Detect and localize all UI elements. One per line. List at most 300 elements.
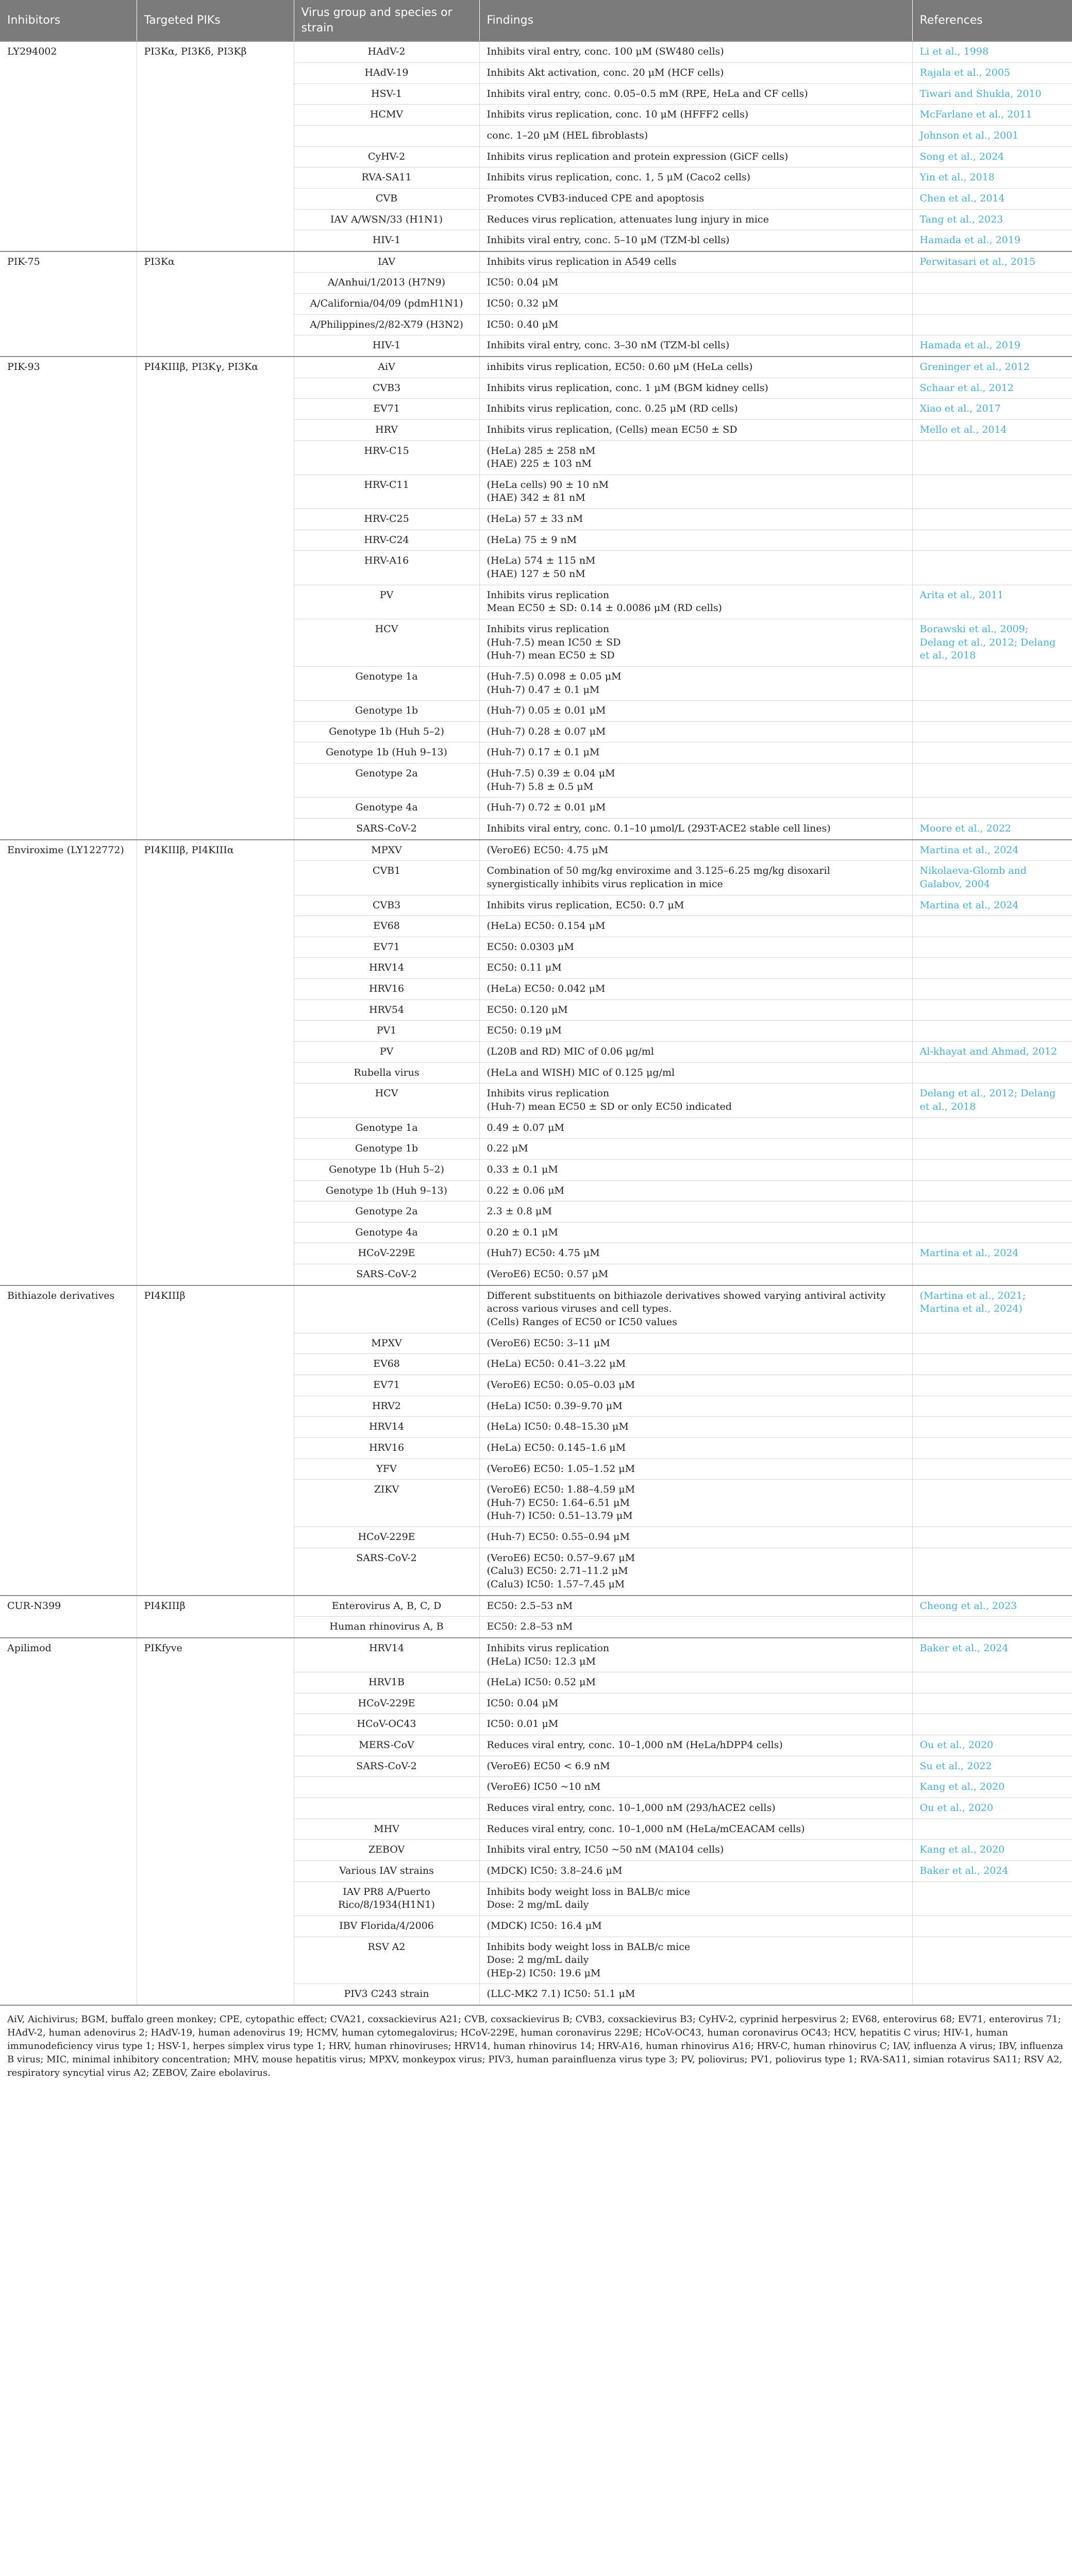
finding-line: (HeLa) EC50: 0.41–3.22 μM	[487, 1358, 626, 1370]
virus-strain: PIV3 C243 strain	[294, 1984, 479, 2005]
virus-strain: HCoV-229E	[294, 1243, 479, 1264]
finding-line: IC50: 0.32 μM	[487, 298, 559, 310]
finding-line: IC50: 0.40 μM	[487, 318, 559, 330]
reference-link[interactable]	[912, 1021, 1072, 1042]
virus-strain: Genotype 4a	[294, 798, 479, 819]
reference-link[interactable]	[912, 530, 1072, 551]
finding-line: (HeLa) 75 ± 9 nM	[487, 534, 577, 546]
virus-strain: IAV A/WSN/33 (H1N1)	[294, 209, 479, 230]
reference-link[interactable]	[912, 1180, 1072, 1201]
finding-line: Inhibits Akt activation, conc. 20 μM (HCF cells)	[487, 67, 724, 79]
finding-line: IC50: 0.04 μM	[487, 277, 559, 289]
reference-link[interactable]: Hamada et al., 2019	[912, 335, 1072, 357]
findings-cell	[479, 895, 912, 916]
reference-link[interactable]	[912, 314, 1072, 335]
finding-line: (VeroE6) EC50: 0.57 μM	[487, 1268, 609, 1280]
finding-line: Inhibits virus replication, conc. 1, 5 μM (Caco2 cells)	[487, 172, 751, 183]
findings-cell	[479, 1201, 912, 1223]
virus-strain: Genotype 4a	[294, 1222, 479, 1243]
findings-cell	[479, 378, 912, 399]
findings-cell	[479, 251, 912, 273]
reference-link[interactable]	[912, 440, 1072, 474]
finding-line: Inhibits virus replication, (Cells) mean EC50 ± SD	[487, 423, 738, 435]
finding-line: inhibits virus replication, EC50: 0.60 μM (HeLa cells)	[487, 361, 753, 372]
finding-line: EC50: 0.120 μM	[487, 1004, 568, 1015]
finding-line: (VeroE6) EC50 < 6.9 nM	[487, 1760, 610, 1772]
reference-link[interactable]	[912, 1062, 1072, 1083]
virus-strain: ZIKV	[294, 1480, 479, 1527]
table-body	[0, 41, 1072, 2005]
finding-line: 0.22 μM	[487, 1143, 528, 1155]
findings-cell	[479, 1264, 912, 1285]
targeted-piks: PI3Kα, PI3Kδ, PI3Kβ	[137, 41, 294, 251]
reference-link[interactable]	[912, 1984, 1072, 2005]
virus-strain: Genotype 1a	[294, 1117, 479, 1139]
reference-link[interactable]: Martina et al., 2024	[912, 840, 1072, 861]
finding-line: (Calu3) EC50: 2.71–11.2 μM	[487, 1565, 628, 1577]
findings-cell	[479, 1916, 912, 1937]
findings-cell	[479, 1937, 912, 1984]
table-header	[0, 0, 1072, 41]
reference-link[interactable]: Nikolaeva-Glomb and Galabov, 2004	[912, 861, 1072, 895]
findings-cell	[479, 1860, 912, 1882]
virus-strain: HRV-C24	[294, 530, 479, 551]
virus-strain: EV68	[294, 1354, 479, 1375]
finding-line: Inhibits viral entry, conc. 0.05–0.5 mM (RPE, HeLa and CF cells)	[487, 88, 808, 99]
finding-line: Reduces viral entry, conc. 10–1,000 nM (293/hACE2 cells)	[487, 1802, 776, 1814]
virus-strain: IAV PR8 A/Puerto Rico/8/1934(H1N1)	[294, 1882, 479, 1916]
finding-line: (Huh-7) 0.05 ± 0.01 μM	[487, 705, 606, 717]
finding-line: (Huh-7) EC50: 0.55–0.94 μM	[487, 1531, 630, 1543]
virus-strain: SARS-CoV-2	[294, 1548, 479, 1595]
virus-strain: HRV-C15	[294, 440, 479, 474]
virus-strain: A/California/04/09 (pdmH1N1)	[294, 294, 479, 315]
reference-link[interactable]: Song et al., 2024	[912, 146, 1072, 167]
reference-link[interactable]: (Martina et al., 2021; Martina et al., 2024)	[912, 1285, 1072, 1333]
virus-strain: HCV	[294, 1083, 479, 1117]
finding-line: (Huh7) EC50: 4.75 μM	[487, 1247, 600, 1259]
finding-line: (Huh-7.5) mean IC50 ± SD	[487, 636, 621, 648]
virus-strain: MERS-CoV	[294, 1735, 479, 1756]
finding-line: 0.49 ± 0.07 μM	[487, 1122, 564, 1133]
reference-link[interactable]: Schaar et al., 2012	[912, 378, 1072, 399]
reference-link[interactable]	[912, 999, 1072, 1021]
inhibitor-name: PIK-75	[0, 251, 137, 357]
findings-cell	[479, 1798, 912, 1819]
virus-strain: YFV	[294, 1459, 479, 1480]
reference-link[interactable]	[912, 798, 1072, 819]
virus-strain: Genotype 2a	[294, 764, 479, 798]
findings-cell	[479, 314, 912, 335]
finding-line: (Calu3) IC50: 1.57–7.45 μM	[487, 1578, 625, 1590]
virus-strain: HRV-C11	[294, 474, 479, 509]
virus-strain: HRV1B	[294, 1672, 479, 1693]
findings-cell	[479, 509, 912, 530]
findings-cell	[479, 1417, 912, 1438]
finding-line: (Huh-7.5) 0.39 ± 0.04 μM	[487, 768, 615, 779]
finding-line: IC50: 0.01 μM	[487, 1718, 559, 1730]
reference-link[interactable]: Ou et al., 2020	[912, 1798, 1072, 1819]
findings-cell	[479, 1693, 912, 1714]
reference-link[interactable]	[912, 916, 1072, 937]
findings-cell	[479, 530, 912, 551]
inhibitor-name: LY294002	[0, 41, 137, 251]
finding-line: Inhibits viral entry, conc. 100 μM (SW480 cells)	[487, 46, 724, 58]
findings-cell	[479, 958, 912, 979]
reference-link[interactable]	[912, 273, 1072, 294]
header-targeted-piks: Targeted PIKs	[137, 0, 294, 41]
findings-cell	[479, 440, 912, 474]
reference-link[interactable]	[912, 1354, 1072, 1375]
virus-strain: HRV-A16	[294, 551, 479, 585]
targeted-piks: PI4KIIIβ, PI3Kγ, PI3Kα	[137, 357, 294, 840]
reference-link[interactable]: Al-khayat and Ahmad, 2012	[912, 1042, 1072, 1063]
findings-cell	[479, 474, 912, 509]
header-findings: Findings	[479, 0, 912, 41]
table-row	[0, 1638, 1072, 1672]
findings-cell	[479, 819, 912, 840]
virus-strain: EV71	[294, 937, 479, 958]
finding-line: (Huh-7) 0.28 ± 0.07 μM	[487, 725, 606, 737]
virus-strain	[294, 1777, 479, 1798]
reference-link[interactable]: Greninger et al., 2012	[912, 357, 1072, 378]
findings-cell	[479, 230, 912, 251]
virus-strain: HIV-1	[294, 230, 479, 251]
finding-line: (MDCK) IC50: 16.4 μM	[487, 1920, 602, 1931]
finding-line: (HAE) 127 ± 50 nM	[487, 568, 585, 580]
finding-line: conc. 1–20 μM (HEL fibroblasts)	[487, 129, 648, 141]
reference-link[interactable]	[912, 1333, 1072, 1354]
findings-cell	[479, 1021, 912, 1042]
virus-strain: PV	[294, 585, 479, 619]
virus-strain: HRV54	[294, 999, 479, 1021]
table-row	[0, 1596, 1072, 1617]
virus-strain: HRV2	[294, 1396, 479, 1417]
virus-strain: SARS-CoV-2	[294, 819, 479, 840]
findings-cell	[479, 1396, 912, 1417]
targeted-piks: PIKfyve	[137, 1638, 294, 2005]
findings-cell	[479, 273, 912, 294]
finding-line: (Huh-7) 5.8 ± 0.5 μM	[487, 781, 594, 792]
reference-link[interactable]: Perwitasari et al., 2015	[912, 251, 1072, 273]
finding-line: 0.33 ± 0.1 μM	[487, 1163, 558, 1175]
abbreviations-footnote: AiV, Aichivirus; BGM, buffalo green monkey; CPE, cytopathic effect; CVA21, coxsackievirus A21; CVB, coxsackievirus B; CVB3, coxsackievirus B3; CyHV-2, cyprinid herpesvirus 2; EV68, enterovirus 68; EV71, enterovirus 71; HAdV-2, human adenovirus 2; HAdV-19, human adenovirus 19; HCMV, human cytomegalovirus; HCoV-229E, human coronavirus 229E; HCoV-OC43, human coronavirus OC43; HCV, hepatitis C virus; HIV-1, human immunodeficiency virus type 1; HSV-1, herpes simplex virus type 1; HRV, human rhinoviruses; HRV14, human rhinovirus 14; HRV-A16, human rhinovirus A16; HRV-C, human rhinovirus C; IAV, influenza A virus; IBV, influenza B virus; MIC, minimal inhibitory concentration; MHV, mouse hepatitis virus; MPXV, monkeypox virus; PIV3, human parainfluenza virus type 3; PV, poliovirus; PV1, poliovirus type 1; RVA-SA11, simian rotavirus SA11; RSV A2, respiratory syncytial virus A2; ZEBOV, Zaire ebolavirus.	[0, 2005, 1072, 2085]
reference-link[interactable]: Johnson et al., 2001	[912, 125, 1072, 146]
table-row	[0, 251, 1072, 273]
virus-strain: HCoV-229E	[294, 1527, 479, 1548]
finding-line: (VeroE6) EC50: 4.75 μM	[487, 844, 609, 856]
finding-line: (HeLa) IC50: 12.3 μM	[487, 1655, 596, 1667]
reference-link[interactable]: Mello et al., 2014	[912, 419, 1072, 440]
finding-line: Reduces viral entry, conc. 10–1,000 nM (HeLa/hDPP4 cells)	[487, 1739, 783, 1751]
finding-line: (HeLa) EC50: 0.145–1.6 μM	[487, 1442, 626, 1453]
findings-cell	[479, 1480, 912, 1527]
findings-cell	[479, 399, 912, 420]
reference-link[interactable]	[912, 1937, 1072, 1984]
virus-strain: PV	[294, 1042, 479, 1063]
reference-link[interactable]	[912, 1819, 1072, 1840]
reference-link[interactable]	[912, 1548, 1072, 1595]
reference-link[interactable]: Kang et al., 2020	[912, 1777, 1072, 1798]
findings-cell	[479, 1527, 912, 1548]
findings-cell	[479, 1735, 912, 1756]
reference-link[interactable]	[912, 958, 1072, 979]
table-row	[0, 1285, 1072, 1333]
reference-link[interactable]	[912, 1916, 1072, 1937]
finding-line: (VeroE6) EC50: 0.57–9.67 μM	[487, 1552, 635, 1564]
finding-line: (VeroE6) EC50: 1.05–1.52 μM	[487, 1463, 635, 1475]
finding-line: (Huh-7) IC50: 0.51–13.79 μM	[487, 1510, 633, 1522]
finding-line: (HeLa) IC50: 0.48–15.30 μM	[487, 1421, 629, 1433]
reference-link[interactable]: Tang et al., 2023	[912, 209, 1072, 230]
reference-link[interactable]: Yin et al., 2018	[912, 167, 1072, 189]
finding-line: (HeLa) 57 ± 33 nM	[487, 513, 583, 525]
finding-line: Inhibits body weight loss in BALB/c mice	[487, 1941, 691, 1953]
table-row	[0, 357, 1072, 378]
virus-strain: HCV	[294, 619, 479, 666]
finding-line: (Huh-7) 0.72 ± 0.01 μM	[487, 802, 606, 814]
findings-cell	[479, 63, 912, 84]
reference-link[interactable]	[912, 1139, 1072, 1160]
reference-link[interactable]: Xiao et al., 2017	[912, 399, 1072, 420]
reference-link[interactable]: Ou et al., 2020	[912, 1735, 1072, 1756]
reference-link[interactable]	[912, 1396, 1072, 1417]
finding-line: EC50: 0.11 μM	[487, 962, 562, 974]
findings-cell	[479, 1333, 912, 1354]
reference-link[interactable]	[912, 721, 1072, 742]
findings-cell	[479, 1714, 912, 1735]
findings-cell	[479, 1437, 912, 1459]
reference-link[interactable]	[912, 1672, 1072, 1693]
virus-strain	[294, 125, 479, 146]
virus-strain: HRV16	[294, 1437, 479, 1459]
virus-strain: MHV	[294, 1819, 479, 1840]
finding-line: (L20B and RD) MIC of 0.06 μg/ml	[487, 1046, 654, 1058]
finding-line: Inhibits virus replication	[487, 589, 610, 601]
finding-line: Inhibits virus replication	[487, 623, 610, 635]
findings-cell	[479, 937, 912, 958]
finding-line: Inhibits virus replication, conc. 10 μM (HFFF2 cells)	[487, 109, 749, 121]
reference-link[interactable]: Su et al., 2022	[912, 1756, 1072, 1777]
findings-cell	[479, 1180, 912, 1201]
virus-strain: Rubella virus	[294, 1062, 479, 1083]
finding-line: Mean EC50 ± SD: 0.14 ± 0.0086 μM (RD cells)	[487, 602, 722, 614]
findings-cell	[479, 721, 912, 742]
finding-line: EC50: 0.19 μM	[487, 1025, 562, 1037]
virus-strain: Genotype 1b	[294, 1139, 479, 1160]
finding-line: EC50: 2.5–53 nM	[487, 1600, 573, 1612]
findings-cell	[479, 1062, 912, 1083]
virus-strain: EV68	[294, 916, 479, 937]
reference-link[interactable]	[912, 1417, 1072, 1438]
finding-line: Inhibits viral entry, conc. 5–10 μM (TZM-bl cells)	[487, 234, 730, 246]
targeted-piks: PI3Kα	[137, 251, 294, 357]
reference-link[interactable]: Hamada et al., 2019	[912, 230, 1072, 251]
findings-cell	[479, 1596, 912, 1617]
virus-strain: A/Anhui/1/2013 (H7N9)	[294, 273, 479, 294]
finding-line: (MDCK) IC50: 3.8–24.6 μM	[487, 1865, 623, 1876]
finding-line: Inhibits virus replication in A549 cells	[487, 256, 677, 267]
finding-line: (HeLa) EC50: 0.042 μM	[487, 983, 606, 995]
reference-link[interactable]: Martina et al., 2024	[912, 1243, 1072, 1264]
reference-link[interactable]	[912, 1159, 1072, 1180]
inhibitor-name: PIK-93	[0, 357, 137, 840]
finding-line: Inhibits viral entry, IC50 ~50 nM (MA104 cells)	[487, 1844, 724, 1856]
findings-cell	[479, 1042, 912, 1063]
findings-cell	[479, 551, 912, 585]
virus-strain: HAdV-19	[294, 63, 479, 84]
reference-link[interactable]	[912, 1117, 1072, 1139]
reference-link[interactable]	[912, 1882, 1072, 1916]
virus-strain: IBV Florida/4/2006	[294, 1916, 479, 1937]
reference-link[interactable]	[912, 1375, 1072, 1396]
reference-link[interactable]: Baker et al., 2024	[912, 1638, 1072, 1672]
finding-line: Inhibits viral entry, conc. 3–30 nM (TZM-bl cells)	[487, 340, 730, 351]
inhibitor-name: Enviroxime (LY122772)	[0, 840, 137, 1285]
targeted-piks: PI4KIIIβ, PI4KIIIα	[137, 840, 294, 1285]
virus-strain: HRV14	[294, 1638, 479, 1672]
finding-line: (LLC-MK2 7.1) IC50: 51.1 μM	[487, 1988, 635, 2000]
findings-cell	[479, 1819, 912, 1840]
finding-line: (HEp-2) IC50: 19.6 μM	[487, 1967, 601, 1979]
finding-line: Inhibits body weight loss in BALB/c mice	[487, 1886, 691, 1897]
virus-strain: Human rhinovirus A, B	[294, 1617, 479, 1638]
findings-cell	[479, 357, 912, 378]
reference-link[interactable]	[912, 474, 1072, 509]
virus-strain: SARS-CoV-2	[294, 1264, 479, 1285]
reference-link[interactable]: Rajala et al., 2005	[912, 63, 1072, 84]
reference-link[interactable]	[912, 551, 1072, 585]
finding-line: Combination of 50 mg/kg enviroxime and 3.125–6.25 mg/kg disoxaril synergistically inhibits virus replication in mice	[487, 865, 830, 890]
reference-link[interactable]	[912, 701, 1072, 722]
findings-cell	[479, 1548, 912, 1595]
virus-strain: HCoV-OC43	[294, 1714, 479, 1735]
virus-strain: ZEBOV	[294, 1840, 479, 1861]
findings-cell	[479, 979, 912, 1000]
virus-strain: EV71	[294, 1375, 479, 1396]
virus-strain: CVB1	[294, 861, 479, 895]
reference-link[interactable]	[912, 1459, 1072, 1480]
table-row	[0, 41, 1072, 62]
reference-link[interactable]: McFarlane et al., 2011	[912, 105, 1072, 126]
reference-link[interactable]: Arita et al., 2011	[912, 585, 1072, 619]
reference-link[interactable]: Moore et al., 2022	[912, 819, 1072, 840]
findings-cell	[479, 146, 912, 167]
finding-line: Inhibits viral entry, conc. 0.1–10 μmol/L (293T-ACE2 stable cell lines)	[487, 823, 831, 834]
virus-strain: Genotype 1b	[294, 701, 479, 722]
finding-line: Inhibits virus replication and protein expression (GiCF cells)	[487, 150, 789, 162]
findings-cell	[479, 1840, 912, 1861]
findings-cell	[479, 742, 912, 764]
reference-link[interactable]	[912, 1527, 1072, 1548]
reference-link[interactable]: Delang et al., 2012; Delang et al., 2018	[912, 1083, 1072, 1117]
reference-link[interactable]: Li et al., 1998	[912, 41, 1072, 62]
virus-strain: A/Philippines/2/82-X79 (H3N2)	[294, 314, 479, 335]
virus-strain: HRV-C25	[294, 509, 479, 530]
findings-cell	[479, 209, 912, 230]
virus-strain: MPXV	[294, 840, 479, 861]
virus-strain: HRV14	[294, 958, 479, 979]
reference-link[interactable]	[912, 666, 1072, 700]
reference-link[interactable]	[912, 1617, 1072, 1638]
reference-link[interactable]	[912, 1480, 1072, 1527]
findings-cell	[479, 1354, 912, 1375]
header-references: References	[912, 0, 1072, 41]
findings-cell	[479, 167, 912, 189]
finding-line: (Huh-7) mean EC50 ± SD	[487, 650, 615, 662]
reference-link[interactable]	[912, 509, 1072, 530]
finding-line: (HeLa) 574 ± 115 nM	[487, 555, 596, 567]
reference-link[interactable]: Baker et al., 2024	[912, 1860, 1072, 1882]
finding-line: 0.20 ± 0.1 μM	[487, 1226, 558, 1238]
reference-link[interactable]	[912, 742, 1072, 764]
findings-cell	[479, 666, 912, 700]
virus-strain: Genotype 1b (Huh 9–13)	[294, 742, 479, 764]
findings-cell	[479, 1777, 912, 1798]
inhibitor-name: Apilimod	[0, 1638, 137, 2005]
reference-link[interactable]	[912, 979, 1072, 1000]
reference-link[interactable]	[912, 937, 1072, 958]
virus-strain: AiV	[294, 357, 479, 378]
finding-line: EC50: 2.8–53 nM	[487, 1621, 573, 1633]
finding-line: (Huh-7.5) 0.098 ± 0.05 μM	[487, 670, 622, 682]
findings-cell	[479, 105, 912, 126]
reference-link[interactable]: Tiwari and Shukla, 2010	[912, 83, 1072, 105]
findings-cell	[479, 1756, 912, 1777]
reference-link[interactable]: Borawski et al., 2009; Delang et al., 2012; Delang et al., 2018	[912, 619, 1072, 666]
virus-strain: CyHV-2	[294, 146, 479, 167]
reference-link[interactable]: Kang et al., 2020	[912, 1840, 1072, 1861]
reference-link[interactable]	[912, 1222, 1072, 1243]
virus-strain	[294, 1798, 479, 1819]
reference-link[interactable]: Chen et al., 2014	[912, 188, 1072, 209]
reference-link[interactable]: Martina et al., 2024	[912, 895, 1072, 916]
finding-line: 2.3 ± 0.8 μM	[487, 1206, 552, 1217]
finding-line: IC50: 0.04 μM	[487, 1697, 559, 1709]
findings-cell	[479, 1222, 912, 1243]
finding-line: (HAE) 225 ± 103 nM	[487, 458, 592, 470]
reference-link[interactable]	[912, 764, 1072, 798]
finding-line: (VeroE6) EC50: 0.05–0.03 μM	[487, 1379, 635, 1391]
reference-link[interactable]: Cheong et al., 2023	[912, 1596, 1072, 1617]
findings-cell	[479, 294, 912, 315]
findings-cell	[479, 125, 912, 146]
findings-cell	[479, 1638, 912, 1672]
virus-strain: IAV	[294, 251, 479, 273]
finding-line: EC50: 0.0303 μM	[487, 941, 574, 953]
reference-link[interactable]	[912, 1437, 1072, 1459]
findings-cell	[479, 764, 912, 798]
finding-line: (VeroE6) EC50: 3–11 μM	[487, 1337, 610, 1349]
reference-link[interactable]	[912, 1201, 1072, 1223]
reference-link[interactable]	[912, 294, 1072, 315]
reference-link[interactable]	[912, 1714, 1072, 1735]
findings-cell	[479, 1285, 912, 1333]
findings-cell	[479, 840, 912, 861]
findings-cell	[479, 41, 912, 62]
virus-strain: RSV A2	[294, 1937, 479, 1984]
reference-link[interactable]	[912, 1264, 1072, 1285]
findings-cell	[479, 1617, 912, 1638]
reference-link[interactable]	[912, 1693, 1072, 1714]
finding-line: Inhibits virus replication	[487, 1088, 610, 1099]
finding-line: (Huh-7) 0.47 ± 0.1 μM	[487, 684, 600, 696]
finding-line: (VeroE6) IC50 ~10 nM	[487, 1781, 601, 1793]
finding-line: (Cells) Ranges of EC50 or IC50 values	[487, 1316, 677, 1328]
header-virus: Virus group and species or strain	[294, 0, 479, 41]
findings-cell	[479, 585, 912, 619]
findings-cell	[479, 619, 912, 666]
